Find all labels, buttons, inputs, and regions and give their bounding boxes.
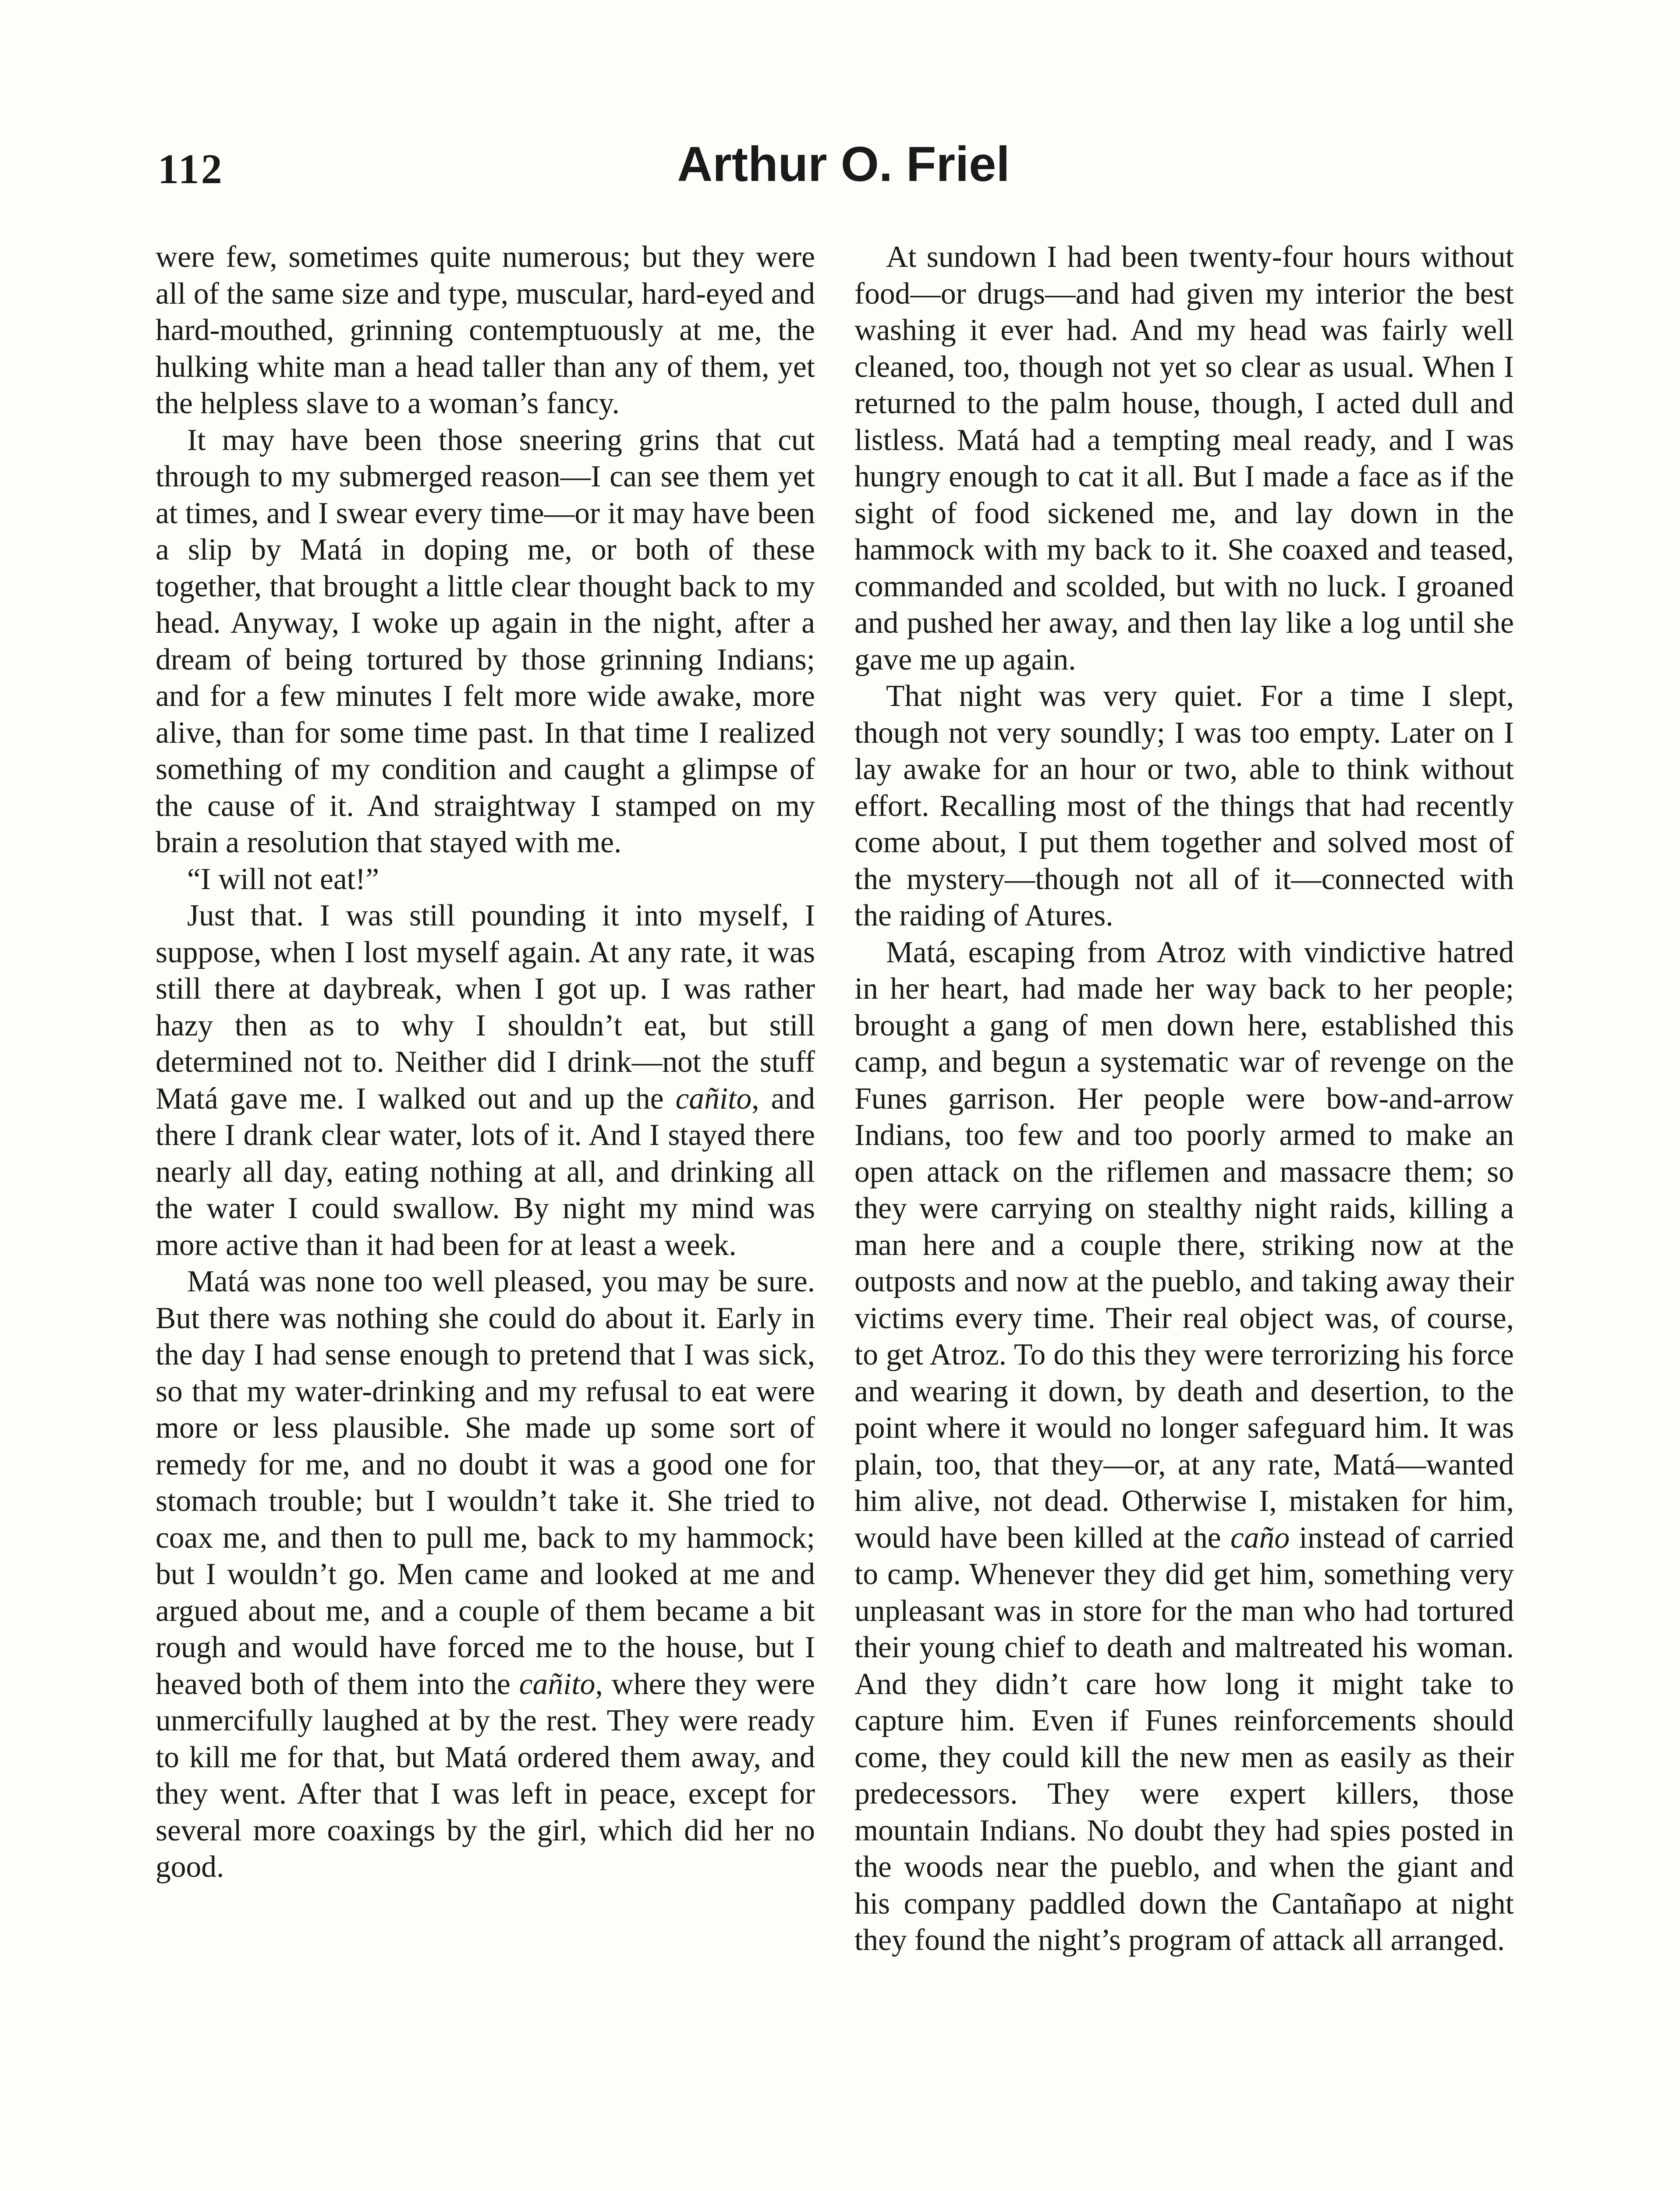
text-run: Just that. I was still pounding it into myself, I suppose, when I lost myself again. At any rate, it was still there at daybreak, when I got up. I was rather hazy then as to why I shouldn’t eat, but still determined not to. Neither did I drink—not the stuff Matá gave me. I walked out and up the [156,899,815,1116]
running-title: Arthur O. Friel [677,137,1010,191]
page-number: 112 [158,145,224,192]
italic-word: caño [1230,1521,1290,1555]
paragraph: At sundown I had been twenty-four hours without food—or drugs—and had given my interior the best washing it ever had. And my head was fairly well cleaned, too, though not yet so clear as usual. When I returned to the palm house, though, I acted dull and listless. Matá had a tempting meal ready, and I was hungry enough to cat it all. But I made a face as if the sight of food sickened me, and lay down in the hammock with my back to it. She coaxed and teased, commanded and scolded, but with no luck. I groaned and pushed her away, and then lay like a log until she gave me up again. [854,240,1514,677]
text-run: Matá was none too well pleased, you may be sure. But there was nothing she could do about it. Early in the day I had sense enough to pretend that I was sick, so that my water-drinking and my refusal to eat were more or less plausible. She made up some sort of remedy for me, and no doubt it was a good one for stomach trouble; but I wouldn’t take it. She tried to coax me, and then to pull me, back to my hammock; but I wouldn’t go. Men came and looked at me and argued about me, and a couple of them became a bit rough and would have forced me to the house, but I heaved both of them into the [156,1265,815,1701]
text-run: Matá, escaping from Atroz with vindictive hatred in her heart, had made her way back to her people; brought a gang of men down here, established this camp, and begun a systematic war of revenge on the Funes garrison. Her people were bow-and-arrow Indians, too few and too poorly armed to make an open attack on the riflemen and massacre them; so they were carrying on stealthy night raids, killing a man here and a couple there, striking now at the outposts and now at the pueblo, and taking away their victims every time. Their real object was, of course, to get Atroz. To do this they were terrorizing his force and wearing it down, by death and desertion, to the point where it would no longer safeguard him. It was plain, too, that they—or, at any rate, Matá—wanted him alive, not dead. Otherwise I, mistaken for him, would have been killed at the [854,935,1514,1555]
right-column [854,239,1514,1959]
paragraph [156,1263,815,1886]
paragraph [156,897,815,1263]
paragraph: That night was very quiet. For a time I slept, though not very soundly; I was too empty. Later on I lay awake for an hour or two, able to think without effort. Recalling most of the things that had recently come about, I put them together and solved most of the mystery—though not all of it—connected with the raiding of Atures. [854,679,1514,932]
italic-word: cañito [519,1667,595,1701]
text-run: instead of carried to camp. Whenever they did get him, something very unpleasant was in store for the man who had tortured their young chief to death and maltreated his woman. And they didn’t care how long it might take to capture him. Even if Funes reinforcements should come, they could kill the new men as easily as their predecessors. They were expert killers, those mountain Indians. No doubt they had spies posted in the woods near the pueblo, and when the giant and his company paddled down the Cantañapo at night they found the night’s program of attack all arranged. [854,1521,1514,1957]
italic-word: cañito [675,1081,752,1116]
page-header [153,136,1534,210]
paragraph: “I will not eat!” [187,862,379,896]
paragraph [854,934,1514,1959]
text-run: , where they were unmercifully laughed at by the rest. They were ready to kill me for that, but Matá ordered them away, and they went. After that I was left in peace, except for several more coaxings by the girl, which did her no good. [156,1667,815,1884]
paragraph: were few, sometimes quite numerous; but they were all of the same size and type, muscular, hard-eyed and hard-mouthed, grinning contemptuously at me, the hulking white man a head taller than any of them, yet the helpless slave to a woman’s fancy. [156,240,815,420]
paragraph: It may have been those sneering grins that cut through to my submerged reason—I can see them yet at times, and I swear every time—or it may have been a slip by Matá in doping me, or both of these together, that brought a little clear thought back to my head. Anyway, I woke up again in the night, after a dream of being tortured by those grinning Indians; and for a few minutes I felt more wide awake, more alive, than for some time past. In that time I realized something of my condition and caught a glimpse of the cause of it. And straightway I stamped on my brain a resolution that stayed with me. [156,423,815,859]
text-run: , and there I drank clear water, lots of it. And I stayed there nearly all day, eating nothing at all, and drinking all the water I could swallow. By night my mind was more active than it had been for at least a week. [156,1081,815,1262]
left-column [156,239,815,1886]
